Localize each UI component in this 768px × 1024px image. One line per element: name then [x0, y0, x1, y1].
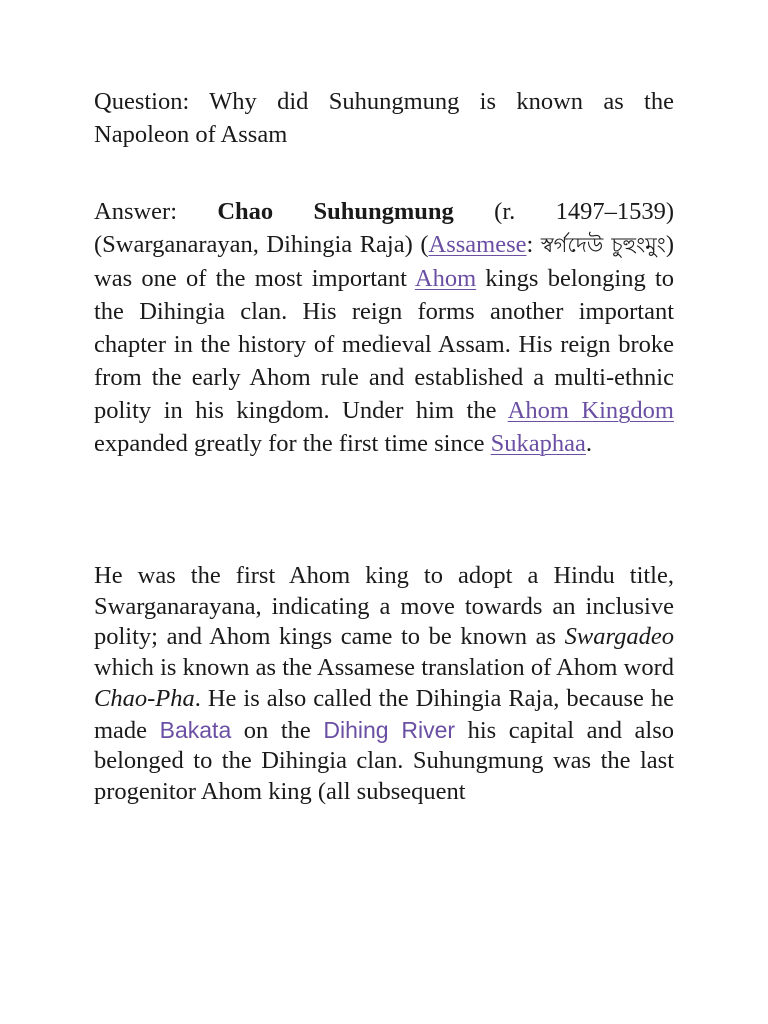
para2-part5: his capital and also belonged to the Dihingia clan. Suhungmung was the last progenitor Ahom king (all subsequent [94, 716, 675, 805]
swargadeo-term: Swargadeo [564, 623, 674, 651]
native-name: স্বৰ্গদেউ চুহুংমুং [540, 233, 666, 257]
ahom-kingdom-link[interactable]: Ahom Kingdom [507, 397, 674, 424]
chao-pha-term: Chao-Pha [94, 684, 195, 712]
second-paragraph [94, 561, 674, 808]
para2-part2: which is known as the Assamese translation of Ahom word [94, 654, 674, 682]
document-page [94, 85, 674, 808]
after-native-text: ) was one of the most important [94, 231, 674, 292]
sukaphaa-link[interactable]: Sukaphaa [490, 430, 586, 457]
answer-label: Answer: [94, 198, 178, 225]
para2-part4: on the [231, 716, 324, 744]
question-text: Question: Why did Suhungmung is known as the Napoleon of Assam [94, 88, 674, 148]
assamese-link[interactable]: Assamese [428, 231, 527, 258]
answer-paragraph [94, 195, 674, 460]
para2-part3: . He is also called the Dihingia Raja, because he made [94, 684, 674, 744]
reign-text: (r. 1497–1539) (Swarganarayan, Dihingia Raja) ( [94, 198, 674, 258]
colon-text: : [526, 231, 541, 258]
after-ahom-text: kings belonging to the Dihingia clan. His reign forms another important chapter in the history of medieval Assam. His reign broke from the early Ahom rule and established a multi-ethnic polity in his kingdom. Under him the [94, 265, 675, 424]
king-name: Chao Suhungmung [217, 198, 454, 225]
answer-end: . [585, 430, 592, 457]
bakata-link[interactable]: Bakata [159, 716, 232, 743]
question-paragraph [94, 85, 674, 151]
para2-part1: He was the first Ahom king to adopt a Hindu title, Swarganarayana, indicating a move towards an inclusive polity; and Ahom kings came to be known as [94, 562, 674, 651]
ahom-link[interactable]: Ahom [414, 265, 477, 292]
dihing-river-link[interactable]: Dihing River [323, 716, 456, 743]
after-kingdom-text: expanded greatly for the first time since [94, 430, 491, 457]
